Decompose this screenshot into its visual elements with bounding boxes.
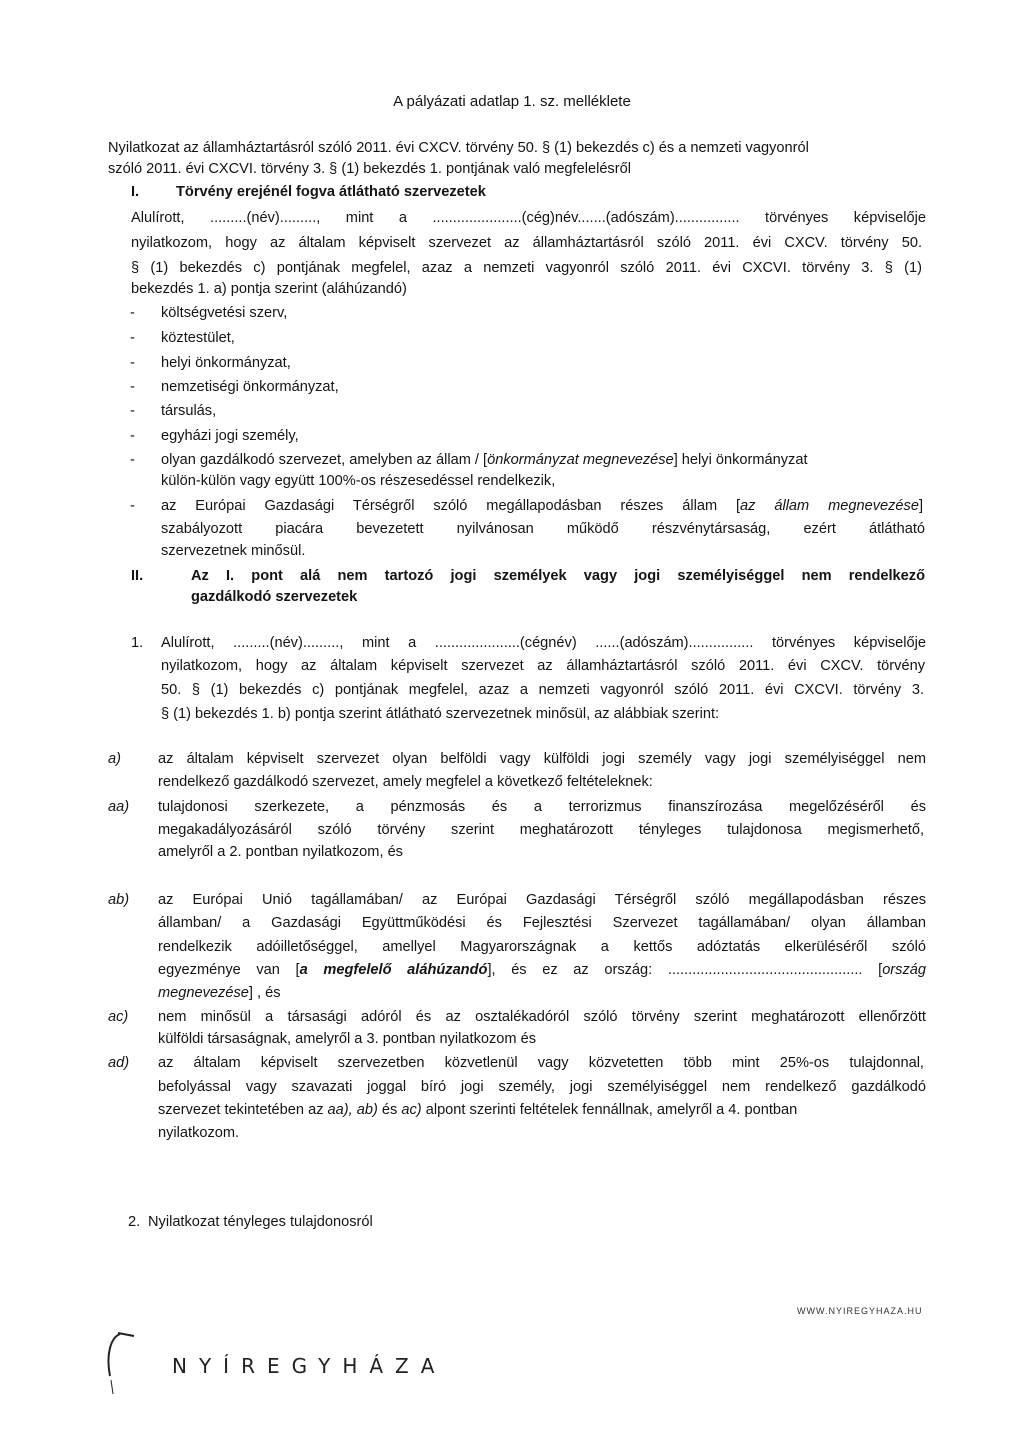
item-ab-line-4: egyezménye van [a megfelelő aláhúzandó], és ez az ország: ................................................ [ország: [158, 962, 926, 978]
item-ad-line-2: befolyással vagy szavazati joggal bíró jogi személy, jogi személyiséggel nem rendelkező gazdálkodó: [158, 1079, 926, 1095]
section-1-para-line-1: Alulírott, .........(név)........., mint a ......................(cég)név.......(adószám)................ törvényes képviselője: [131, 210, 926, 226]
item-ac-line-1: nem minősül a társasági adóról és az osztalékadóról szóló törvény szerint meghatározott ellenőrzött: [158, 1009, 926, 1025]
point-1-line-1: Alulírott, .........(név)........., mint a .....................(cégnév) ......(adószám)................ törvényes képviselője: [161, 635, 926, 651]
item-ab-line-3: rendelkezik adóilletőséggel, amellyel Magyarországnak a kettős adóztatás elkerüléséről szóló: [158, 939, 926, 955]
list-item-text-cont: szervezetnek minősül.: [161, 543, 306, 559]
list-item-text: nemzetiségi önkormányzat,: [161, 379, 339, 395]
list-dash: -: [130, 498, 135, 514]
list-dash: -: [130, 379, 135, 395]
item-ab-label: ab): [108, 892, 130, 908]
list-item-text: költségvetési szerv,: [161, 305, 288, 321]
list-item-text: egyházi jogi személy,: [161, 428, 299, 444]
list-item-text: köztestület,: [161, 330, 235, 346]
list-dash: -: [130, 403, 135, 419]
list-dash: -: [130, 305, 135, 321]
footer-url: WWW.NYIREGYHAZA.HU: [797, 1306, 923, 1316]
list-dash: -: [130, 355, 135, 371]
point-1-line-2: nyilatkozom, hogy az általam képviselt szervezet az államháztartásról szóló 2011. évi CXCV. törvény: [161, 658, 925, 674]
item-ad-line-1: az általam képviselt szervezetben közvetlenül vagy közvetetten több mint 25%-os tulajdonnal,: [158, 1055, 924, 1071]
item-ad-label: ad): [108, 1055, 130, 1071]
section-2-number: II.: [131, 568, 144, 584]
city-logo-icon: [100, 1328, 140, 1398]
list-dash: -: [130, 330, 135, 346]
section-1-number: I.: [131, 184, 140, 200]
item-ac-label: ac): [108, 1009, 129, 1025]
list-item-text: az Európai Gazdasági Térségről szóló megállapodásban részes állam [az állam megnevezése]: [161, 498, 924, 514]
section-2-heading-line-1: Az I. pont alá nem tartozó jogi személyek vagy jogi személyiséggel nem rendelkező: [191, 568, 925, 584]
list-item-text: olyan gazdálkodó szervezet, amelyben az állam / [önkormányzat megnevezése] helyi önkormányzat: [161, 452, 808, 468]
point-2-number: 2.: [128, 1214, 141, 1230]
list-item-text-cont: külön-külön vagy együtt 100%-os részesedéssel rendelkezik,: [161, 473, 556, 489]
item-ad-line-4: nyilatkozom.: [158, 1125, 240, 1141]
section-1-para-line-4: bekezdés 1. a) pontja szerint (aláhúzandó): [131, 281, 407, 297]
item-aa-label: aa): [108, 799, 130, 815]
section-1-para-line-3: § (1) bekezdés c) pontjának megfelel, azaz a nemzeti vagyonról szóló 2011. évi CXCVI. törvény 3. § (1): [131, 260, 922, 276]
page-title: A pályázati adatlap 1. sz. melléklete: [393, 93, 631, 110]
point-1-line-3: 50. § (1) bekezdés c) pontjának megfelel, azaz a nemzeti vagyonról szóló 2011. évi CXCVI. törvény 3.: [161, 682, 924, 698]
item-ab-line-2: államban/ a Gazdasági Együttműködési és Fejlesztési Szervezet tagállamában/ olyan államban: [158, 915, 926, 931]
item-a-label: a): [108, 751, 121, 767]
section-2-heading-line-2: gazdálkodó szervezetek: [191, 589, 358, 605]
item-aa-line-1: tulajdonosi szerkezete, a pénzmosás és a terrorizmus finanszírozása megelőzéséről és: [158, 799, 926, 815]
point-1-number: 1.: [131, 635, 144, 651]
list-dash: -: [130, 452, 135, 468]
item-aa-line-2: megakadályozásáról szóló törvény szerint meghatározott tényleges tulajdonosa megismerhető,: [158, 822, 924, 838]
list-item-text: társulás,: [161, 403, 217, 419]
point-2-text: Nyilatkozat tényleges tulajdonosról: [148, 1214, 373, 1230]
list-dash: -: [130, 428, 135, 444]
item-ab-line-1: az Európai Unió tagállamában/ az Európai Gazdasági Térségről szóló megállapodásban részes: [158, 892, 926, 908]
city-name: NYÍREGYHÁZA: [172, 1354, 447, 1378]
item-ad-line-3: szervezet tekintetében az aa), ab) és ac) alpont szerinti feltételek fennállnak, amelyről a 4. pontban: [158, 1102, 798, 1118]
intro-line-2: szóló 2011. évi CXCVI. törvény 3. § (1) bekezdés 1. pontjának való megfelelésről: [108, 161, 631, 177]
section-1-para-line-2: nyilatkozom, hogy az általam képviselt szervezet az államháztartásról szóló 2011. évi CXCV. törvény 50.: [131, 235, 922, 251]
point-1-line-4: § (1) bekezdés 1. b) pontja szerint átlátható szervezetnek minősül, az alábbiak szerint:: [161, 706, 720, 722]
item-ac-line-2: külföldi társaságnak, amelyről a 3. pontban nyilatkozom és: [158, 1031, 537, 1047]
section-1-heading: Törvény erejénél fogva átlátható szervezetek: [176, 184, 486, 200]
item-a-line-1: az általam képviselt szervezet olyan belföldi vagy külföldi jogi személy vagy jogi személyiséggel nem: [158, 751, 926, 767]
list-item-text: helyi önkormányzat,: [161, 355, 291, 371]
list-item-text-cont: szabályozott piacára bevezetett nyilvánosan működő részvénytársaság, ezért átlátható: [161, 521, 925, 537]
intro-line-1: Nyilatkozat az államháztartásról szóló 2011. évi CXCV. törvény 50. § (1) bekezdés c) és a nemzeti vagyonról: [108, 140, 809, 156]
item-a-line-2: rendelkező gazdálkodó szervezet, amely megfelel a következő feltételeknek:: [158, 774, 653, 790]
item-ab-line-5: megnevezése] , és: [158, 985, 281, 1001]
item-aa-line-3: amelyről a 2. pontban nyilatkozom, és: [158, 844, 403, 860]
